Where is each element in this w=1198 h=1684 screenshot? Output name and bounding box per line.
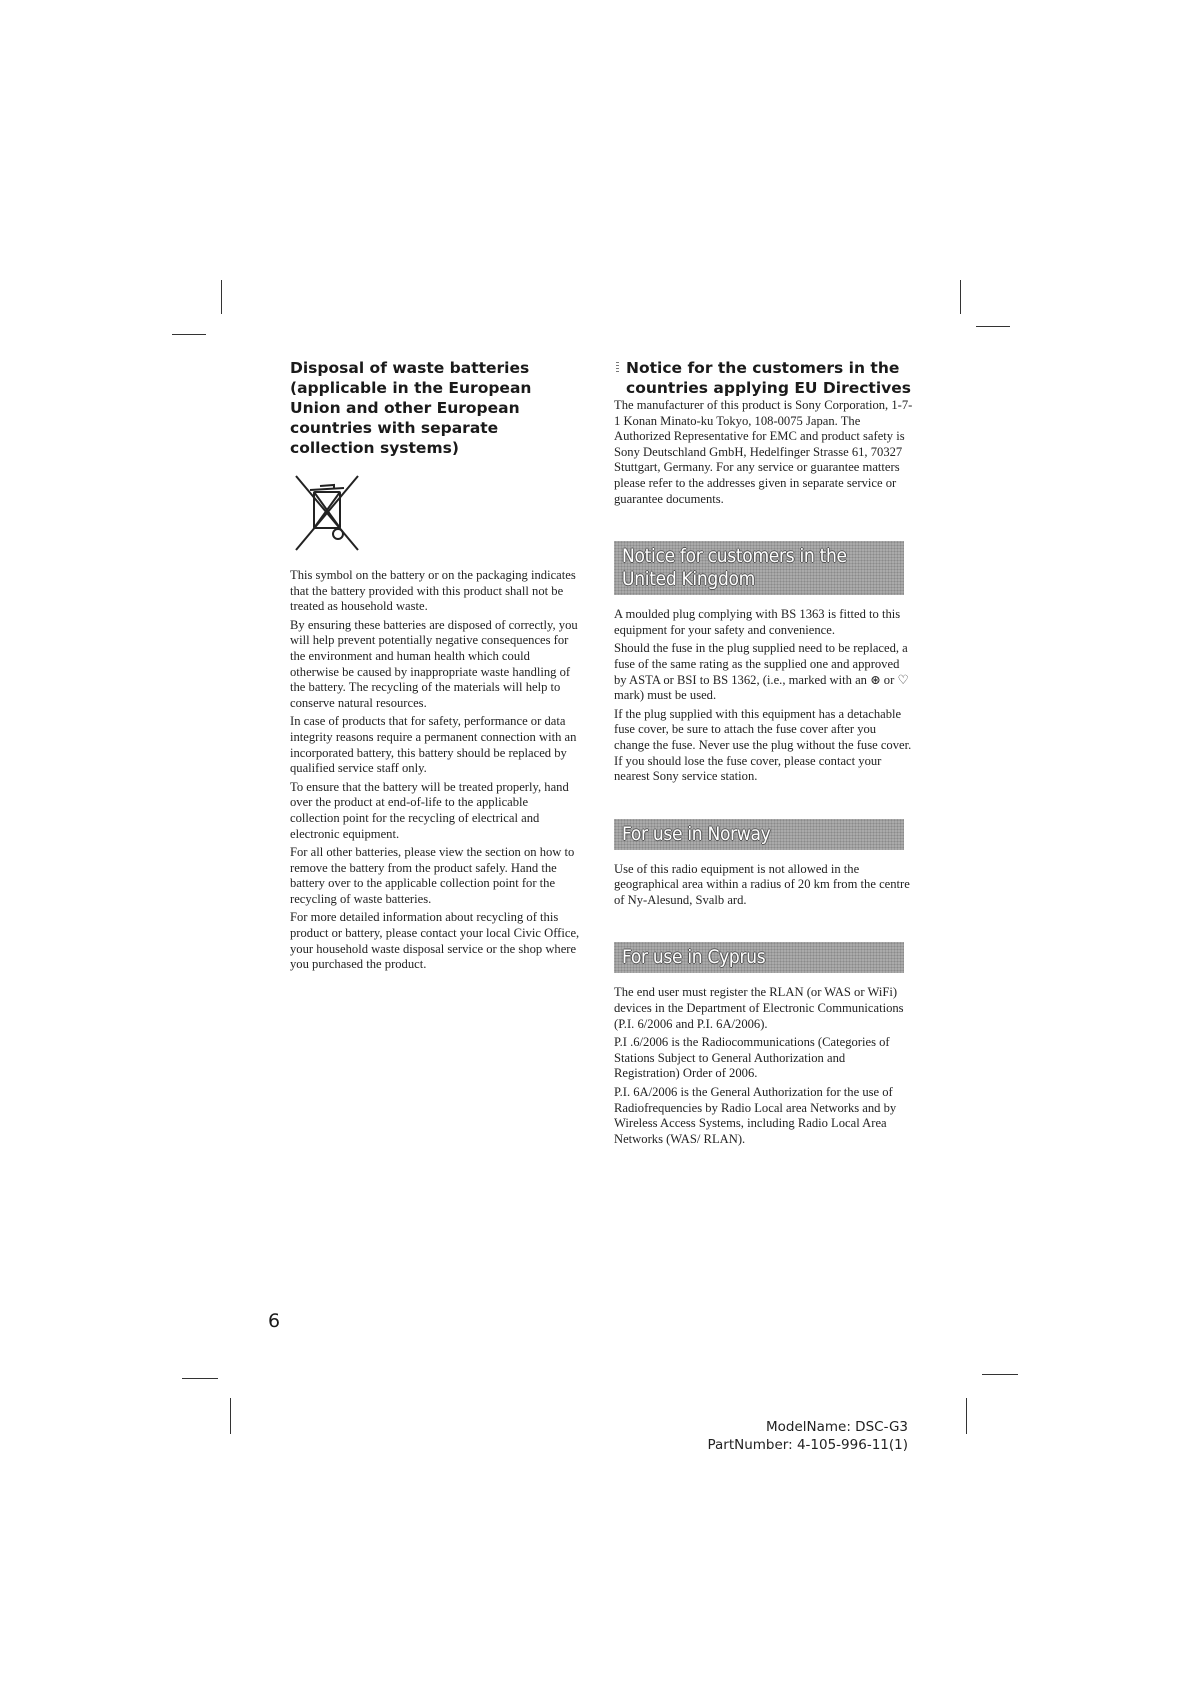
model-name: ModelName: DSC-G3 bbox=[765, 1419, 908, 1435]
eu-directives-title: Notice for the customers in the countries applying EU Directives bbox=[614, 358, 914, 398]
model-info bbox=[707, 1418, 908, 1454]
crop-mark bbox=[221, 280, 222, 314]
left-column bbox=[290, 358, 580, 976]
uk-notice-banner: Notice for customers in the United Kingdom bbox=[614, 541, 904, 595]
battery-paragraph: By ensuring these batteries are disposed of correctly, you will help prevent potentially negative consequences for the environment and human health which could otherwise be caused by inappropriate waste handling of the battery. The recycling of the materials will help to conserve natural resources. bbox=[290, 617, 578, 710]
cyprus-paragraph: P.I .6/2006 is the Radiocommunications (Categories of Stations Subject to General Authorization and Registration) Order of 2006. bbox=[614, 1035, 890, 1081]
right-column bbox=[614, 358, 914, 1150]
crop-mark bbox=[960, 280, 961, 314]
crossed-out-wheelie-bin-icon bbox=[290, 472, 362, 554]
uk-paragraph: A moulded plug complying with BS 1363 is fitted to this equipment for your safety and convenience. bbox=[614, 607, 901, 637]
uk-paragraph: If the plug supplied with this equipment has a detachable fuse cover, be sure to attach the fuse cover after you change the fuse. Never use the plug without the fuse cover. If you should lose the fuse cover, please contact your nearest Sony service station. bbox=[614, 706, 912, 784]
crop-mark bbox=[182, 1378, 218, 1379]
page-number: 6 bbox=[268, 1310, 281, 1332]
crop-mark bbox=[982, 1374, 1018, 1375]
norway-banner: For use in Norway bbox=[614, 819, 904, 850]
crop-mark bbox=[966, 1398, 967, 1434]
battery-paragraph: For all other batteries, please view the section on how to remove the battery from the product safely. Hand the battery over to the applicable collection point for the recycling of waste batteries. bbox=[290, 845, 575, 906]
eu-directives-text: The manufacturer of this product is Sony Corporation, 1-7-1 Konan Minato-ku Tokyo, 108-0075 Japan. The Authorized Representative for EMC and product safety is Sony Deutschland GmbH, Hedelfinger Strasse 61, 70327 Stuttgart, Germany. For any service or guarantee matters please refer to the addresses given in separate service or guarantee documents. bbox=[614, 398, 913, 506]
cyprus-paragraph: P.I. 6A/2006 is the General Authorization for the use of Radiofrequencies by Radio Local area Networks and by Wireless Access Systems, including Radio Local Area Networks (WAS/ RLAN). bbox=[614, 1085, 897, 1146]
cyprus-banner: For use in Cyprus bbox=[614, 942, 904, 973]
uk-paragraph: Should the fuse in the plug supplied need to be replaced, a fuse of the same rating as the supplied one and approved by ASTA or BSI to BS 1362, (i.e., marked with an ⊛ or ♡ mark) must be used. bbox=[614, 641, 909, 703]
battery-paragraph: In case of products that for safety, performance or data integrity reasons require a permanent connection with an incorporated battery, this battery should be replaced by qualified service staff only. bbox=[290, 714, 577, 776]
crop-mark bbox=[172, 334, 206, 335]
battery-disposal-title: Disposal of waste batteries (applicable in the European Union and other European countries with separate collection systems) bbox=[290, 359, 532, 457]
battery-paragraph: For more detailed information about recycling of this product or battery, please contact your local Civic Office, your household waste disposal service or the shop where you purchased the product. bbox=[290, 910, 580, 972]
part-number: PartNumber: 4-105-996-11(1) bbox=[707, 1437, 908, 1453]
crop-mark bbox=[230, 1398, 231, 1434]
battery-paragraph: This symbol on the battery or on the packaging indicates that the battery provided with this product shall not be treated as household waste. bbox=[290, 568, 576, 614]
norway-text: Use of this radio equipment is not allowed in the geographical area within a radius of 20 km from the centre of Ny-Alesund, Svalb ard. bbox=[614, 861, 910, 907]
crop-mark bbox=[976, 326, 1010, 327]
cyprus-paragraph: The end user must register the RLAN (or WAS or WiFi) devices in the Department of Electronic Communications (P.I. 6/2006 and P.I. 6A/2006). bbox=[614, 985, 904, 1031]
battery-paragraph: To ensure that the battery will be treated properly, hand over the product at end-of-life to the applicable collection point for the recycling of electrical and electronic equipment. bbox=[290, 779, 569, 841]
